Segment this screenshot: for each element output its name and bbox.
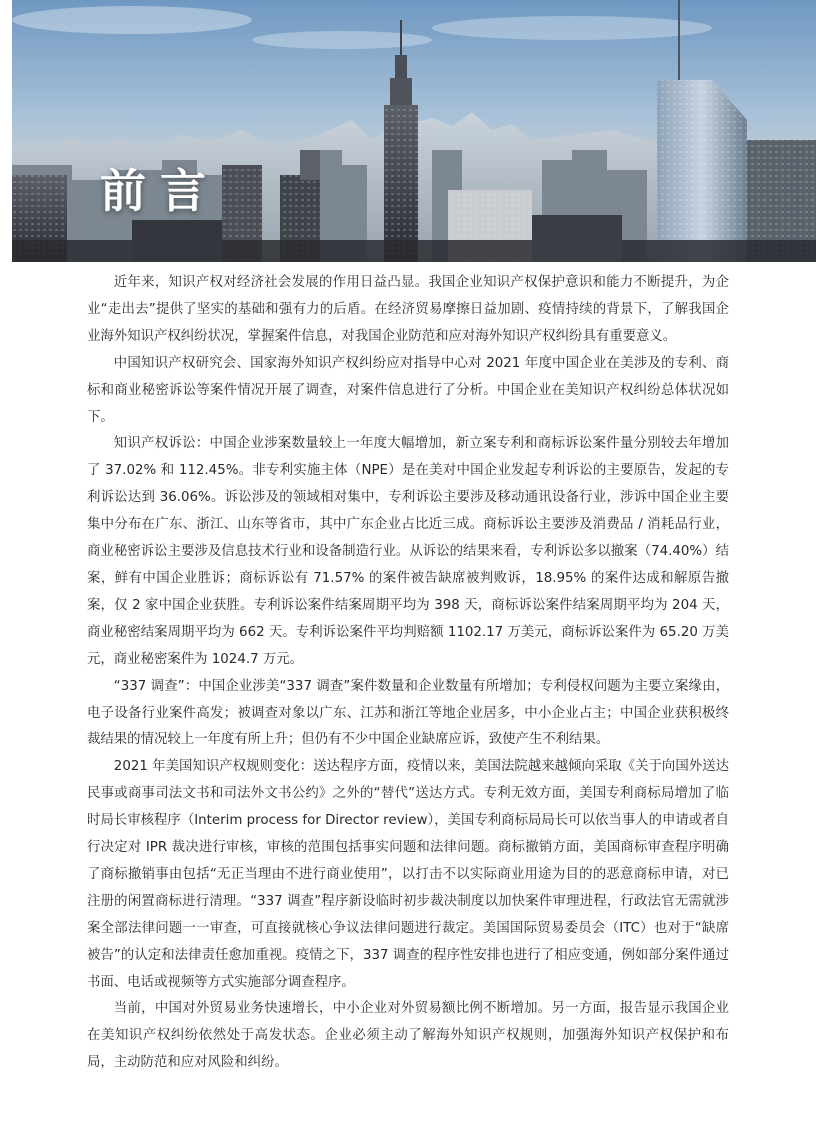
paragraph: “337 调查”：中国企业涉美“337 调查”案件数量和企业数量有所增加；专利侵权问题为主要立案缘由，电子设备行业案件高发；被调查对象以广东、江苏和浙江等地企业居多，中小企业占主；中国企业获积极终裁结果的情况较上一年度有所上升；但仍有不少中国企业缺席应诉，致使产生不利结果。 <box>87 678 729 748</box>
preface-body <box>87 270 729 1077</box>
page-title: 前言 <box>100 164 220 218</box>
paragraph: 近年来，知识产权对经济社会发展的作用日益凸显。我国企业知识产权保护意识和能力不断提升，为企业“走出去”提供了坚实的基础和强有力的后盾。在经济贸易摩擦日益加剧、疫情持续的背景下，了解我国企业海外知识产权纠纷状况，掌握案件信息，对我国企业防范和应对海外知识产权纠纷具有重要意义。 <box>87 275 729 344</box>
paragraph: 中国知识产权研究会、国家海外知识产权纠纷应对指导中心对 2021 年度中国企业在美涉及的专利、商标和商业秘密诉讼等案件情况开展了调查，对案件信息进行了分析。中国企业在美知识产权纠纷总体状况如下。 <box>87 355 729 425</box>
city-skyline-image <box>12 0 816 262</box>
paragraph: 当前，中国对外贸易业务快速增长，中小企业对外贸易额比例不断增加。另一方面，报告显示我国企业在美知识产权纠纷依然处于高发状态。企业必须主动了解海外知识产权规则，加强海外知识产权保护和布局，主动防范和应对风险和纠纷。 <box>87 1001 729 1071</box>
header-banner <box>12 0 816 262</box>
paragraph: 2021 年美国知识产权规则变化：送达程序方面，疫情以来，美国法院越来越倾向采取《关于向国外送达民事或商事司法文书和司法外文书公约》之外的“替代”送达方式。专利无效方面，美国专利商标局增加了临时局长审核程序（Interim process for Director review），美国专利商标局局长可以依当事人的申请或者自行决定对 IPR 裁决进行审核，审核的范围包括事实问题和法律问题。商标撤销方面，美国商标审查程序明确了商标撤销事由包括“无正当理由不进行商业使用”，以打击不以实际商业用途为目的的恶意商标申请，对已注册的闲置商标进行清理。“337 调查”程序新设临时初步裁决制度以加快案件审理进程，行政法官无需就涉案全部法律问题一一审查，可直接就核心争议法律问题进行裁定。美国国际贸易委员会（ITC）也对于“缺席被告”的认定和法律责任愈加重视。疫情之下，337 调查的程序性安排也进行了相应变通，例如部分案件通过书面、电话或视频等方式实施部分调查程序。 <box>87 759 729 990</box>
paragraph: 知识产权诉讼：中国企业涉案数量较上一年度大幅增加，新立案专利和商标诉讼案件量分别较去年增加了 37.02% 和 112.45%。非专利实施主体（NPE）是在美对中国企业发起专利诉讼的主要原告，发起的专利诉讼达到 36.06%。诉讼涉及的领域相对集中，专利诉讼主要涉及移动通讯设备行业，涉诉中国企业主要集中分布在广东、浙江、山东等省市，其中广东企业占比近三成。商标诉讼主要涉及消费品 / 消耗品行业，商业秘密诉讼主要涉及信息技术行业和设备制造行业。从诉讼的结果来看，专利诉讼多以撤案（74.40%）结案，鲜有中国企业胜诉；商标诉讼有 71.57% 的案件被告缺席被判败诉，18.95% 的案件达成和解原告撤案，仅 2 家中国企业获胜。专利诉讼案件结案周期平均为 398 天，商标诉讼案件结案周期平均为 204 天，商业秘密结案周期平均为 662 天。专利诉讼案件平均判赔额 1102.17 万美元，商标诉讼案件为 65.20 万美元，商业秘密案件为 1024.7 万元。 <box>87 436 729 667</box>
